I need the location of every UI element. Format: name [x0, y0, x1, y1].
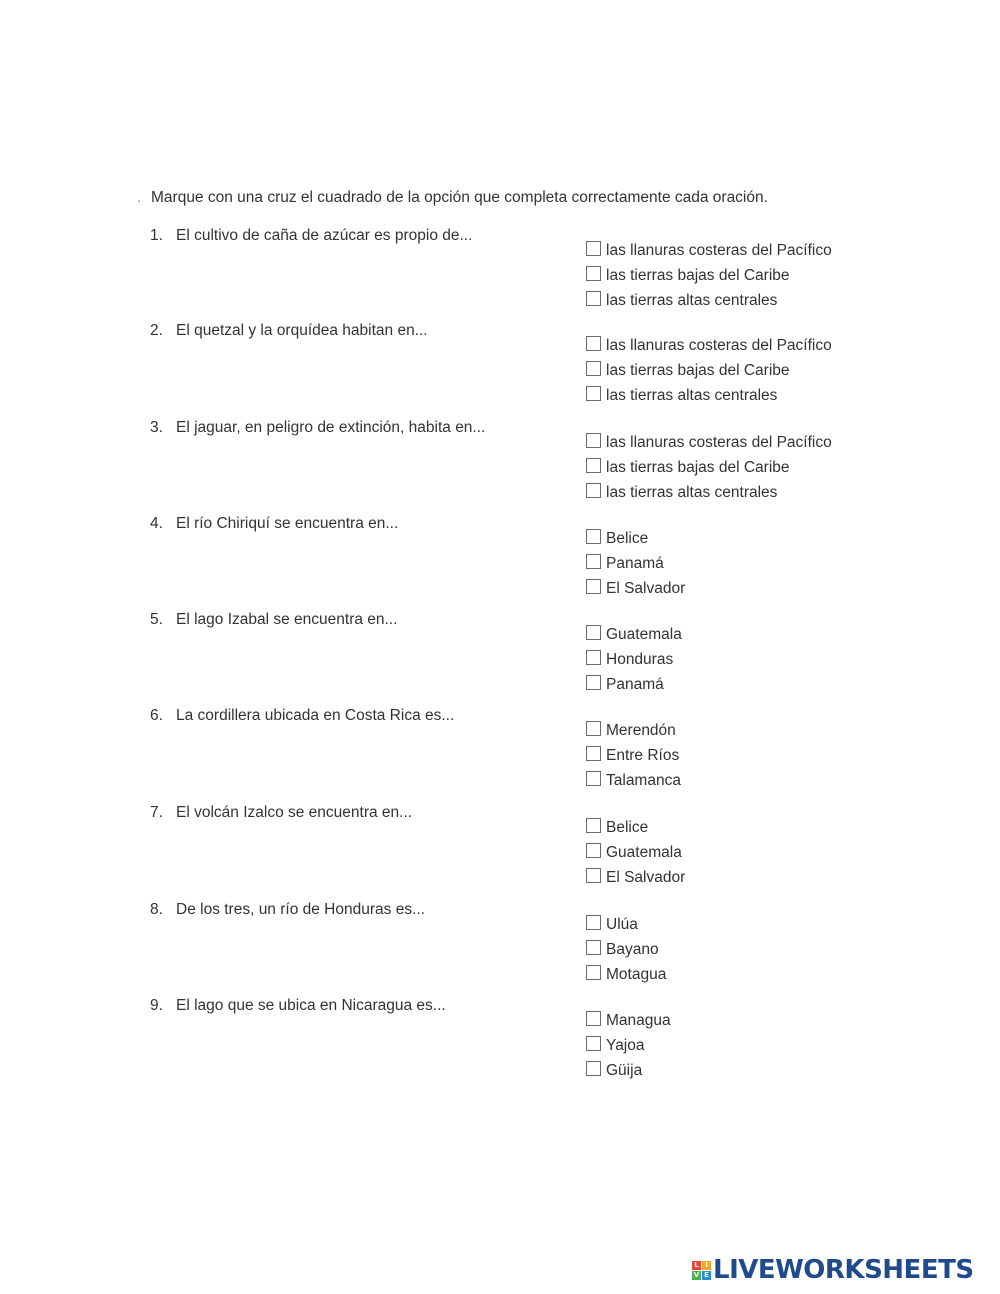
question-text — [150, 322, 428, 340]
question-text — [150, 419, 485, 437]
checkbox[interactable] — [586, 336, 601, 351]
checkbox[interactable] — [586, 1061, 601, 1076]
option-item[interactable] — [586, 837, 685, 862]
option-item[interactable] — [586, 1055, 671, 1080]
checkbox[interactable] — [586, 746, 601, 761]
question-prompt: El río Chiriquí se encuentra en... — [176, 515, 399, 532]
checkbox[interactable] — [586, 965, 601, 980]
option-item[interactable] — [586, 934, 666, 959]
option-label: Entre Ríos — [606, 747, 680, 764]
option-label: Panamá — [606, 555, 664, 572]
checkbox[interactable] — [586, 458, 601, 473]
question-number: 4. — [150, 515, 163, 532]
checkbox[interactable] — [586, 579, 601, 594]
checkbox[interactable] — [586, 291, 601, 306]
question-prompt: El jaguar, en peligro de extinción, habita en... — [176, 419, 486, 436]
option-label: Merendón — [606, 722, 676, 739]
options-list — [586, 715, 681, 790]
logo-mark-square: I — [702, 1261, 711, 1270]
question-prompt: De los tres, un río de Honduras es... — [176, 901, 425, 918]
options-list — [586, 427, 832, 502]
question-number: 5. — [150, 611, 163, 628]
option-label: las llanuras costeras del Pacífico — [606, 242, 832, 259]
option-label: Bayano — [606, 941, 659, 958]
question-number: 1. — [150, 227, 163, 244]
option-item[interactable] — [586, 909, 666, 934]
option-item[interactable] — [586, 862, 685, 887]
option-item[interactable] — [586, 235, 832, 260]
question-8 — [150, 901, 990, 981]
options-list — [586, 909, 666, 984]
option-label: Yajoa — [606, 1037, 645, 1054]
checkbox[interactable] — [586, 241, 601, 256]
option-item[interactable] — [586, 812, 685, 837]
options-list — [586, 1005, 671, 1080]
checkbox[interactable] — [586, 915, 601, 930]
option-label: Talamanca — [606, 772, 681, 789]
checkbox[interactable] — [586, 1011, 601, 1026]
question-number: 8. — [150, 901, 163, 918]
option-label: las tierras bajas del Caribe — [606, 459, 790, 476]
option-label: Guatemala — [606, 626, 682, 643]
checkbox[interactable] — [586, 818, 601, 833]
question-text — [150, 611, 397, 629]
question-5 — [150, 611, 990, 691]
checkbox[interactable] — [586, 361, 601, 376]
checkbox[interactable] — [586, 771, 601, 786]
logo-mark-square: V — [693, 1270, 700, 1279]
question-text — [150, 901, 425, 919]
question-3 — [150, 419, 990, 499]
logo-mark-icon — [692, 1261, 711, 1280]
option-label: Guatemala — [606, 844, 682, 861]
checkbox[interactable] — [586, 433, 601, 448]
logo-text: LIVEWORKSHEETS — [713, 1255, 974, 1285]
option-item[interactable] — [586, 669, 682, 694]
option-item[interactable] — [586, 765, 681, 790]
question-1 — [150, 227, 990, 307]
question-7 — [150, 804, 990, 884]
question-prompt: La cordillera ubicada en Costa Rica es... — [176, 707, 455, 724]
checkbox[interactable] — [586, 483, 601, 498]
option-item[interactable] — [586, 548, 685, 573]
question-number: 7. — [150, 804, 163, 821]
option-label: Honduras — [606, 651, 674, 668]
option-label: las tierras altas centrales — [606, 292, 778, 309]
instruction-text: Marque con una cruz el cuadrado de la opción que completa correctamente cada oración. — [151, 189, 768, 206]
question-2 — [150, 322, 990, 402]
question-text — [150, 515, 398, 533]
question-prompt: El quetzal y la orquídea habitan en... — [176, 322, 428, 339]
option-item[interactable] — [586, 523, 685, 548]
options-list — [586, 523, 685, 598]
checkbox[interactable] — [586, 675, 601, 690]
options-list — [586, 812, 685, 887]
question-6 — [150, 707, 990, 787]
option-item[interactable] — [586, 355, 832, 380]
option-label: Managua — [606, 1012, 671, 1029]
option-label: las tierras bajas del Caribe — [606, 362, 790, 379]
question-9 — [150, 997, 990, 1077]
question-text — [150, 804, 412, 822]
question-prompt: El cultivo de caña de azúcar es propio de... — [176, 227, 473, 244]
question-text — [150, 997, 446, 1015]
options-list — [586, 619, 682, 694]
question-number: 9. — [150, 997, 163, 1014]
option-label: las tierras altas centrales — [606, 484, 778, 501]
option-label: las llanuras costeras del Pacífico — [606, 337, 832, 354]
checkbox[interactable] — [586, 266, 601, 281]
option-item[interactable] — [586, 330, 832, 355]
checkbox[interactable] — [586, 386, 601, 401]
checkbox[interactable] — [586, 554, 601, 569]
question-prompt: El lago que se ubica en Nicaragua es... — [176, 997, 446, 1014]
checkbox[interactable] — [586, 721, 601, 736]
options-list — [586, 235, 832, 310]
instruction-bullet: . — [137, 189, 142, 206]
option-item[interactable] — [586, 477, 832, 502]
logo-mark-square: L — [692, 1261, 701, 1270]
option-item[interactable] — [586, 452, 832, 477]
liveworksheets-logo — [692, 1255, 974, 1285]
checkbox[interactable] — [586, 650, 601, 665]
checkbox[interactable] — [586, 843, 601, 858]
option-item[interactable] — [586, 285, 832, 310]
question-number: 3. — [150, 419, 163, 436]
question-text — [150, 707, 454, 725]
checkbox[interactable] — [586, 529, 601, 544]
option-item[interactable] — [586, 1030, 671, 1055]
option-label: las tierras altas centrales — [606, 387, 778, 404]
question-prompt: El lago Izabal se encuentra en... — [176, 611, 398, 628]
option-label: Ulúa — [606, 916, 638, 933]
logo-mark-square: E — [702, 1271, 711, 1280]
question-4 — [150, 515, 990, 595]
option-item[interactable] — [586, 644, 682, 669]
checkbox[interactable] — [586, 1036, 601, 1051]
option-label: las llanuras costeras del Pacífico — [606, 434, 832, 451]
question-text — [150, 227, 472, 245]
checkbox[interactable] — [586, 940, 601, 955]
option-label: Motagua — [606, 966, 667, 983]
option-item[interactable] — [586, 260, 832, 285]
option-label: El Salvador — [606, 580, 686, 597]
option-label: El Salvador — [606, 869, 686, 886]
checkbox[interactable] — [586, 868, 601, 883]
option-item[interactable] — [586, 740, 681, 765]
option-item[interactable] — [586, 619, 682, 644]
question-prompt: El volcán Izalco se encuentra en... — [176, 804, 413, 821]
question-number: 6. — [150, 707, 163, 724]
option-item[interactable] — [586, 959, 666, 984]
option-item[interactable] — [586, 573, 685, 598]
option-item[interactable] — [586, 427, 832, 452]
instruction — [137, 189, 768, 207]
options-list — [586, 330, 832, 405]
option-label: Belice — [606, 530, 649, 547]
question-number: 2. — [150, 322, 163, 339]
option-label: Belice — [606, 819, 649, 836]
option-label: Güija — [606, 1062, 643, 1079]
option-item[interactable] — [586, 380, 832, 405]
checkbox[interactable] — [586, 625, 601, 640]
option-item[interactable] — [586, 715, 681, 740]
option-item[interactable] — [586, 1005, 671, 1030]
option-label: las tierras bajas del Caribe — [606, 267, 790, 284]
option-label: Panamá — [606, 676, 664, 693]
